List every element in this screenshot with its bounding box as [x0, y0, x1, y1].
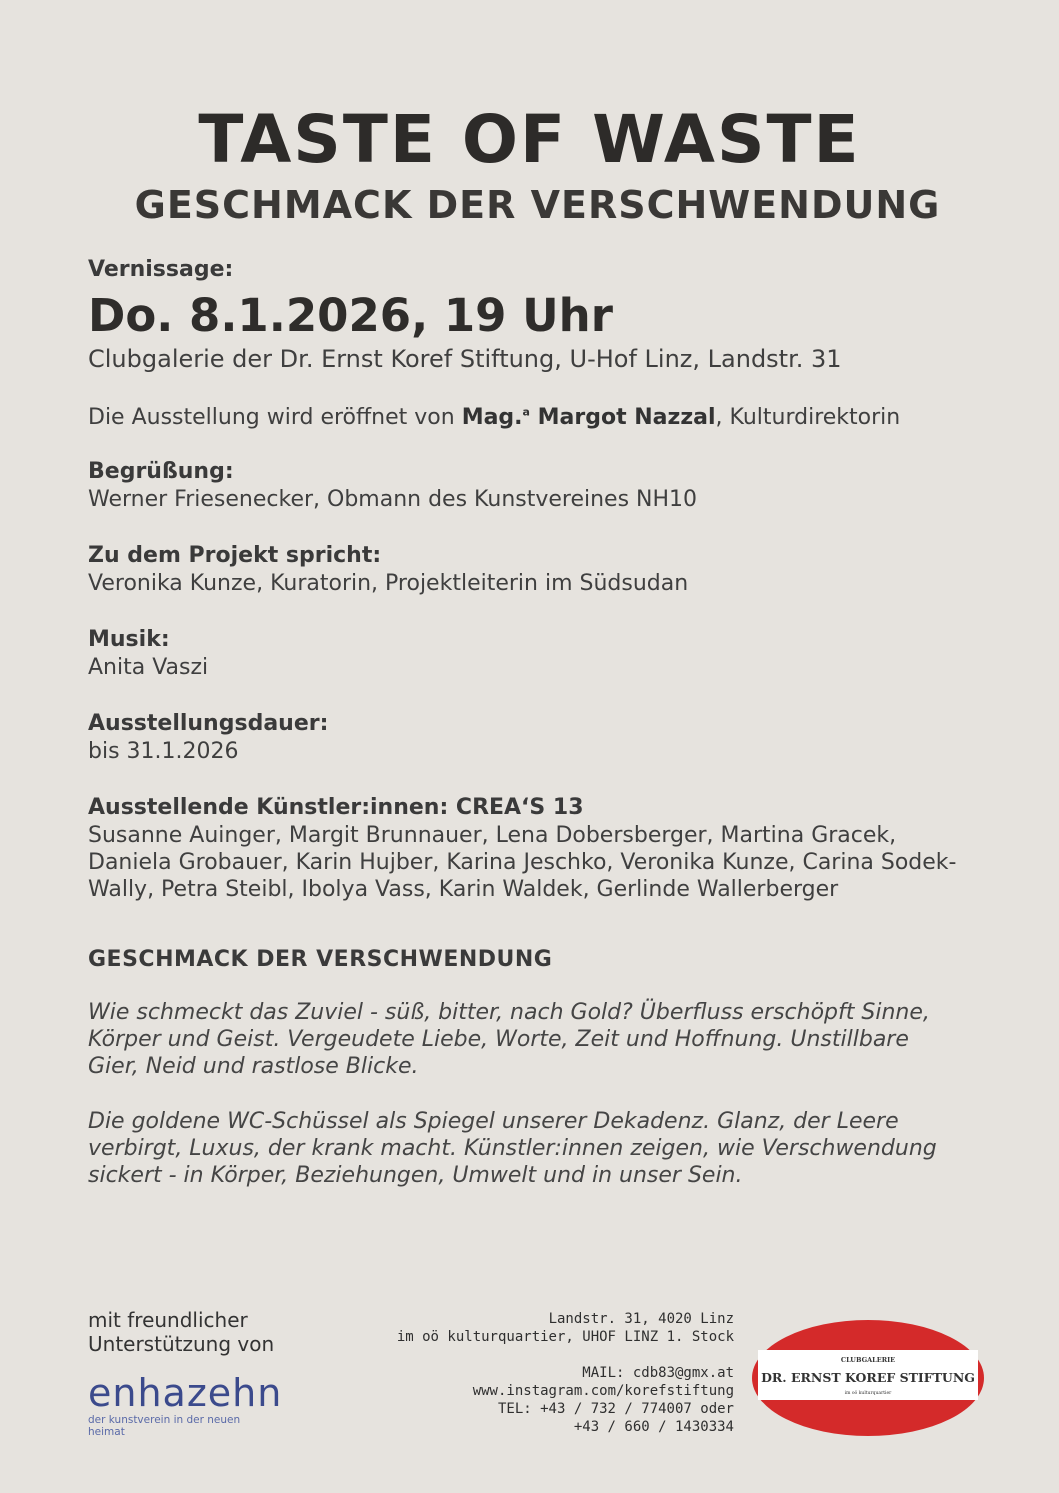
vernissage-date: Do. 8.1.2026, 19 Uhr	[88, 289, 613, 342]
contact-instagram: www.instagram.com/korefstiftung	[472, 1383, 734, 1399]
description-paragraph-2	[88, 1108, 988, 1189]
project-label: Zu dem Projekt spricht:	[88, 543, 382, 568]
music-block	[88, 626, 988, 682]
artists-label: Ausstellende Künstler:innen: CREA‘S 13	[88, 795, 584, 820]
contact-address: Landstr. 31, 4020 Linz im oö kulturquartier, UHOF LINZ 1. Stock	[396, 1311, 734, 1345]
vernissage-label: Vernissage:	[88, 257, 234, 282]
vernissage-venue: Clubgalerie der Dr. Ernst Koref Stiftung, U-Hof Linz, Landstr. 31	[88, 345, 842, 373]
description-paragraph-1	[88, 999, 988, 1080]
artists-block	[88, 794, 988, 903]
greeting-block	[88, 458, 988, 514]
artists-line: Daniela Grobauer, Karin Hujber, Karina Jeschko, Veronika Kunze, Carina Sodek-	[88, 850, 957, 875]
description-heading: GESCHMACK DER VERSCHWENDUNG	[88, 947, 553, 972]
seal-bottom-text: im oö kulturquartier	[844, 1391, 892, 1396]
artists-list	[88, 822, 988, 903]
contact-details	[380, 1364, 734, 1436]
poster-subtitle: GESCHMACK DER VERSCHWENDUNG	[134, 183, 941, 227]
paragraph-line: Körper und Geist. Vergeudete Liebe, Worte, Zeit und Hoffnung. Unstillbare	[88, 1027, 909, 1052]
project-value: Veronika Kunze, Kuratorin, Projektleiterin im Südsudan	[88, 571, 689, 596]
logo-wordmark: enhazehn	[88, 1371, 283, 1415]
paragraph-line: Gier, Neid und rastlose Blicke.	[88, 1054, 419, 1079]
artists-line: Susanne Auinger, Margit Brunnauer, Lena Dobersberger, Martina Gracek,	[88, 823, 897, 848]
paragraph-line: Die goldene WC-Schüssel als Spiegel unserer Dekadenz. Glanz, der Leere	[88, 1109, 899, 1134]
seal-main-text: DR. ERNST KOREF STIFTUNG	[761, 1370, 975, 1385]
contact-phone: TEL: +43 / 732 / 774007 oder	[497, 1401, 734, 1417]
poster-title: TASTE OF WASTE	[198, 101, 861, 178]
event-details	[88, 256, 988, 903]
paragraph-line: sickert - in Körper, Beziehungen, Umwelt und in unser Sein.	[88, 1163, 743, 1188]
enhazehn-logo	[88, 1371, 283, 1438]
duration-value: bis 31.1.2026	[88, 739, 239, 764]
artists-line: Wally, Petra Steibl, Ibolya Vass, Karin Waldek, Gerlinde Wallerberger	[88, 877, 839, 902]
paragraph-line: verbirgt, Luxus, der krank macht. Künstler:innen zeigen, wie Verschwendung	[88, 1136, 937, 1161]
music-label: Musik:	[88, 627, 170, 652]
opening-name-title: Mag.$^a$ Margot Nazzal	[461, 405, 716, 430]
seal-top-text: CLUBGALERIE	[840, 1356, 896, 1364]
greeting-value: Werner Friesenecker, Obmann des Kunstvereines NH10	[88, 487, 698, 512]
paragraph-line: Wie schmeckt das Zuviel - süß, bitter, nach Gold? Überfluss erschöpft Sinne,	[88, 1000, 930, 1025]
greeting-label: Begrüßung:	[88, 459, 234, 484]
project-block	[88, 542, 988, 598]
contact-mail: MAIL: cdb83@gmx.at	[582, 1365, 734, 1381]
opening-prefix: Die Ausstellung wird eröffnet von	[88, 405, 462, 430]
opening-suffix: , Kulturdirektorin	[715, 405, 901, 430]
duration-label: Ausstellungsdauer:	[88, 711, 329, 736]
duration-block	[88, 710, 988, 766]
support-text: mit freundlicher Unterstützung von	[88, 1308, 275, 1356]
logo-tagline: der kunstverein in der neuen heimat	[88, 1414, 241, 1438]
music-value: Anita Vaszi	[88, 655, 209, 680]
opening-line	[88, 404, 988, 432]
contact-phone-2: +43 / 660 / 1430334	[573, 1419, 734, 1435]
koref-stiftung-seal	[750, 1318, 986, 1438]
